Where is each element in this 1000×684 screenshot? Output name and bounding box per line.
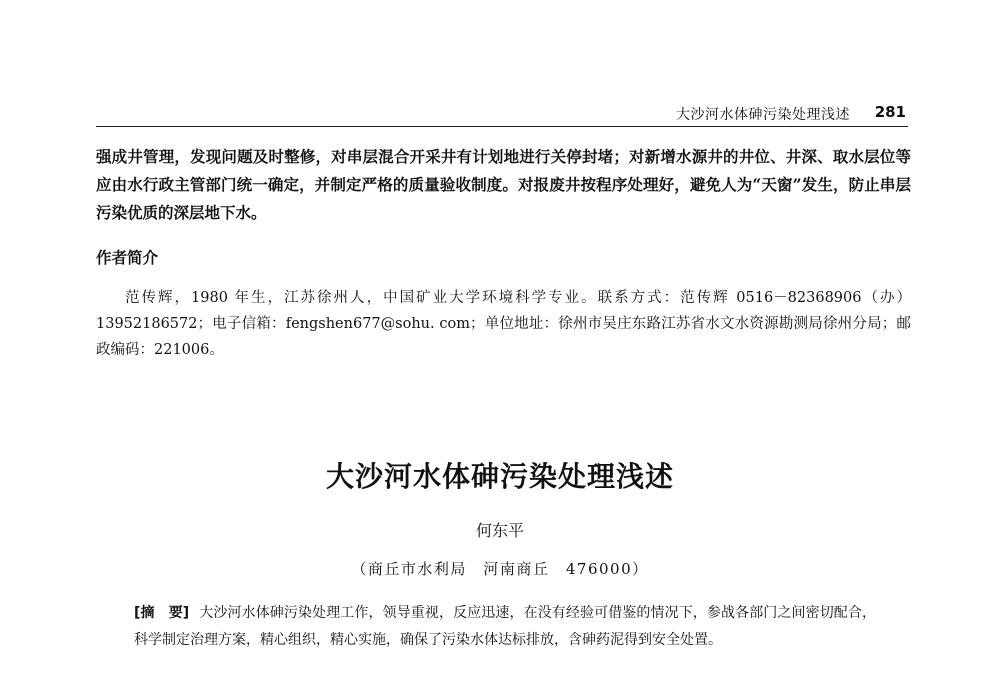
abstract-text: 大沙河水体砷污染处理工作，领导重视，反应迅速，在没有经验可借鉴的情况下，参战各部门之间密切配合，科学制定治理方案，精心组织，精心实施，确保了污染水体达标排放，含砷药泥得到安全处置。 [134,605,877,648]
closing-paragraph: 强成井管理，发现问题及时整修，对串层混合开采井有计划地进行关停封堵；对新增水源井的井位、井深、取水层位等应由水行政主管部门统一确定，并制定严格的质量验收制度。对报废井按程序处理好，避免人为“天窗”发生，防止串层污染优质的深层地下水。 [96,147,911,222]
author-bio-text: 范传辉，1980 年生，江苏徐州人，中国矿业大学环境科学专业。联系方式：范传辉 0516－82368906（办）13952186572；电子信箱：fengshen677@sohu. com；单位地址：徐州市吴庄东路江苏省水文水资源勘测局徐州分局；邮政编码：221006。 [96,290,911,358]
page-number: 281 [874,103,906,121]
article-title: 大沙河水体砷污染处理浅述 [325,460,674,493]
running-header [96,104,908,127]
running-title: 大沙河水体砷污染处理浅述 [676,107,850,123]
author-affiliation: （商丘市水利局 河南商丘 476000） [351,560,649,578]
author-bio-heading: 作者简介 [96,249,159,267]
article-author: 何东平 [475,521,524,540]
abstract [134,600,876,654]
abstract-label: [摘 要] [134,605,190,621]
